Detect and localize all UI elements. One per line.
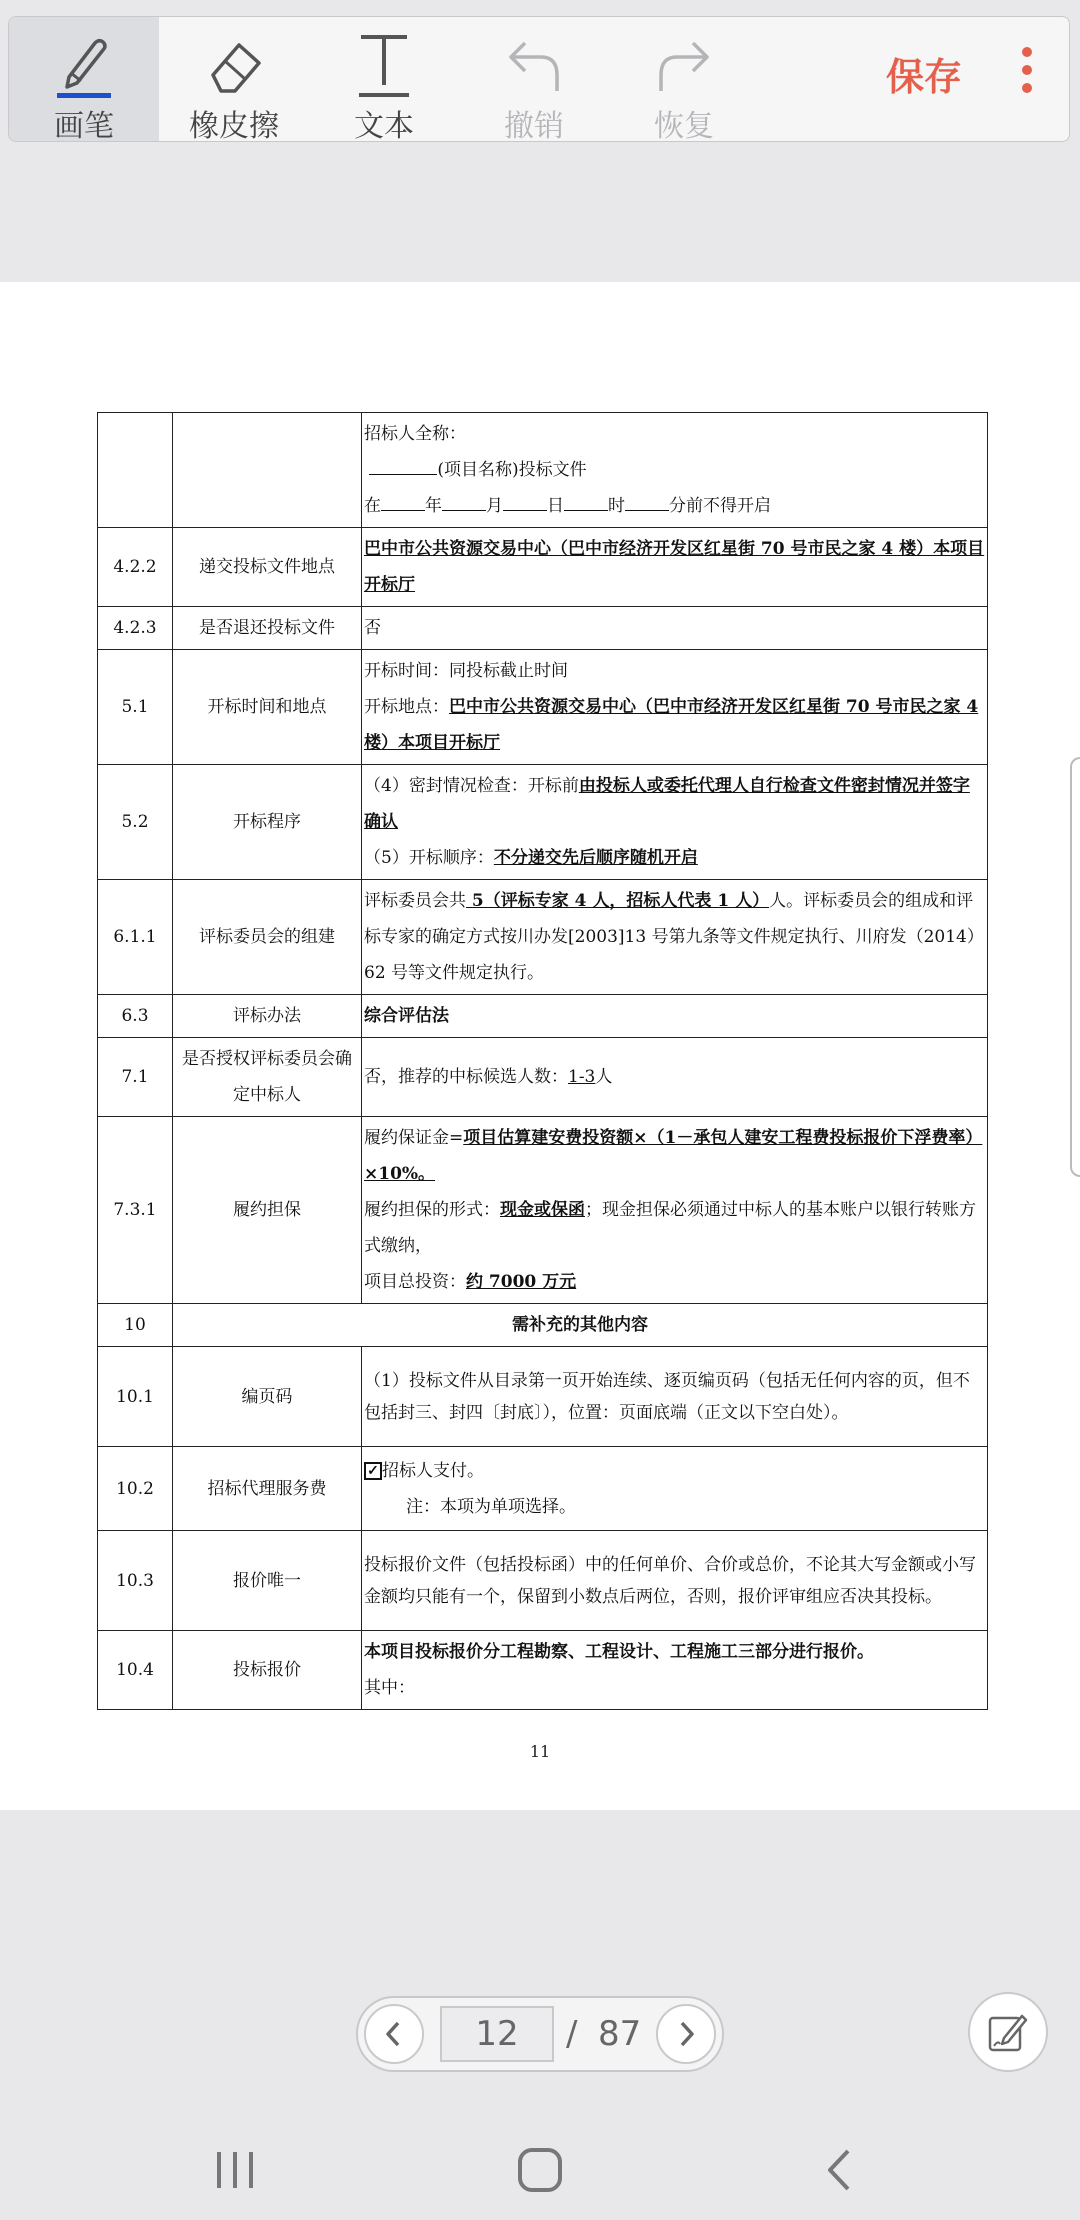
previous-page-button[interactable] — [364, 2004, 424, 2064]
table-row: 10.2 招标代理服务费 ✓ 招标人支付。 注：本项为单项选择。 — [98, 1447, 988, 1531]
system-navigation-bar — [0, 2090, 1080, 2220]
eraser-tool-button[interactable] — [159, 17, 309, 141]
page-footer-number: 11 — [529, 1742, 551, 1761]
table-row: 4.2.2 递交投标文件地点 巴中市公共资源交易中心（巴中市经济开发区红星街 70 号市民之家 4 楼）本项目开标厅 — [98, 528, 988, 607]
next-page-button[interactable] — [656, 2004, 716, 2064]
text-tool-button[interactable] — [309, 17, 459, 141]
table-row: 5.1 开标时间和地点 开标时间：同投标截止时间 开标地点：巴中市公共资源交易中心（巴中市经济开发区红星街 70 号市民之家 4 楼）本项目开标厅 — [98, 650, 988, 765]
signature-edit-icon — [986, 2010, 1030, 2054]
table-row: 7.3.1 履约担保 履约保证金=项目估算建安费投资额×（1－承包人建安工程费投标报价下浮费率）×10%。 履约担保的形式：现金或保函；现金担保必须通过中标人的基本账户以银行转账方式缴纳， 项目总投资：约 7000 万元 — [98, 1117, 988, 1304]
annotation-toolbar — [8, 16, 1070, 142]
signature-button[interactable] — [968, 1992, 1048, 2072]
bid-info-table — [97, 412, 988, 1710]
save-button[interactable]: 保存 — [885, 55, 962, 99]
undo-button[interactable] — [459, 17, 609, 141]
total-pages: 87 — [598, 2014, 642, 2054]
undo-icon — [494, 29, 574, 99]
pen-tool-label: 画笔 — [54, 109, 114, 142]
document-page — [0, 282, 1080, 1810]
redo-icon — [644, 29, 724, 99]
eraser-tool-label: 橡皮擦 — [189, 109, 279, 142]
pen-tool-button[interactable] — [9, 17, 159, 141]
table-row: 10 需补充的其他内容 — [98, 1304, 988, 1347]
pen-icon — [44, 29, 124, 99]
recent-apps-icon — [210, 2148, 260, 2192]
table-row: 6.3 评标办法 综合评估法 — [98, 995, 988, 1038]
redo-label: 恢复 — [654, 109, 714, 142]
recent-apps-button[interactable] — [200, 2140, 270, 2200]
table-row: 10.1 编页码 （1）投标文件从目录第一页开始连续、逐页编页码（包括无任何内容的页，但不包括封三、封四〔封底〕），位置：页面底端（正文以下空白处）。 — [98, 1347, 988, 1447]
text-icon — [344, 29, 424, 99]
table-row: 6.1.1 评标委员会的组建 评标委员会共 5（评标专家 4 人，招标人代表 1 人）人。评标委员会的组成和评标专家的确定方式按川办发[2003]13 号第九条等文件规定执行、川府发（2014）62 号等文件规定执行。 — [98, 880, 988, 995]
home-button[interactable] — [505, 2140, 575, 2200]
back-icon — [820, 2145, 860, 2195]
page-number-input[interactable]: 12 — [440, 2006, 554, 2062]
redo-button[interactable] — [609, 17, 759, 141]
home-icon — [515, 2145, 565, 2195]
side-scroll-handle[interactable] — [1070, 757, 1080, 1177]
eraser-icon — [194, 29, 274, 99]
table-row: 10.3 报价唯一 投标报价文件（包括投标函）中的任何单价、合价或总价，不论其大写金额或小写金额均只能有一个，保留到小数点后两位，否则，报价评审组应否决其投标。 — [98, 1531, 988, 1631]
chevron-right-icon — [671, 2019, 701, 2049]
table-row: 5.2 开标程序 （4）密封情况检查：开标前由投标人或委托代理人自行检查文件密封情况并签字确认 （5）开标顺序：不分递交先后顺序随机开启 — [98, 765, 988, 880]
page-navigator — [356, 1996, 724, 2072]
table-row: 10.4 投标报价 本项目投标报价分工程勘察、工程设计、工程施工三部分进行报价。 其中： — [98, 1631, 988, 1710]
more-vertical-icon[interactable] — [1007, 39, 1047, 119]
text-tool-label: 文本 — [354, 109, 414, 142]
table-row: 招标人全称： (项目名称)投标文件 在 年 月 日 时 分前不得开启 — [98, 413, 988, 528]
chevron-left-icon — [379, 2019, 409, 2049]
undo-label: 撤销 — [504, 109, 564, 142]
table-row: 4.2.3 是否退还投标文件 否 — [98, 607, 988, 650]
back-button[interactable] — [805, 2140, 875, 2200]
table-row: 7.1 是否授权评标委员会确定中标人 否，推荐的中标候选人数：1-3人 — [98, 1038, 988, 1117]
page-separator: / — [566, 2014, 578, 2054]
checked-checkbox-icon: ✓ — [364, 1462, 382, 1480]
